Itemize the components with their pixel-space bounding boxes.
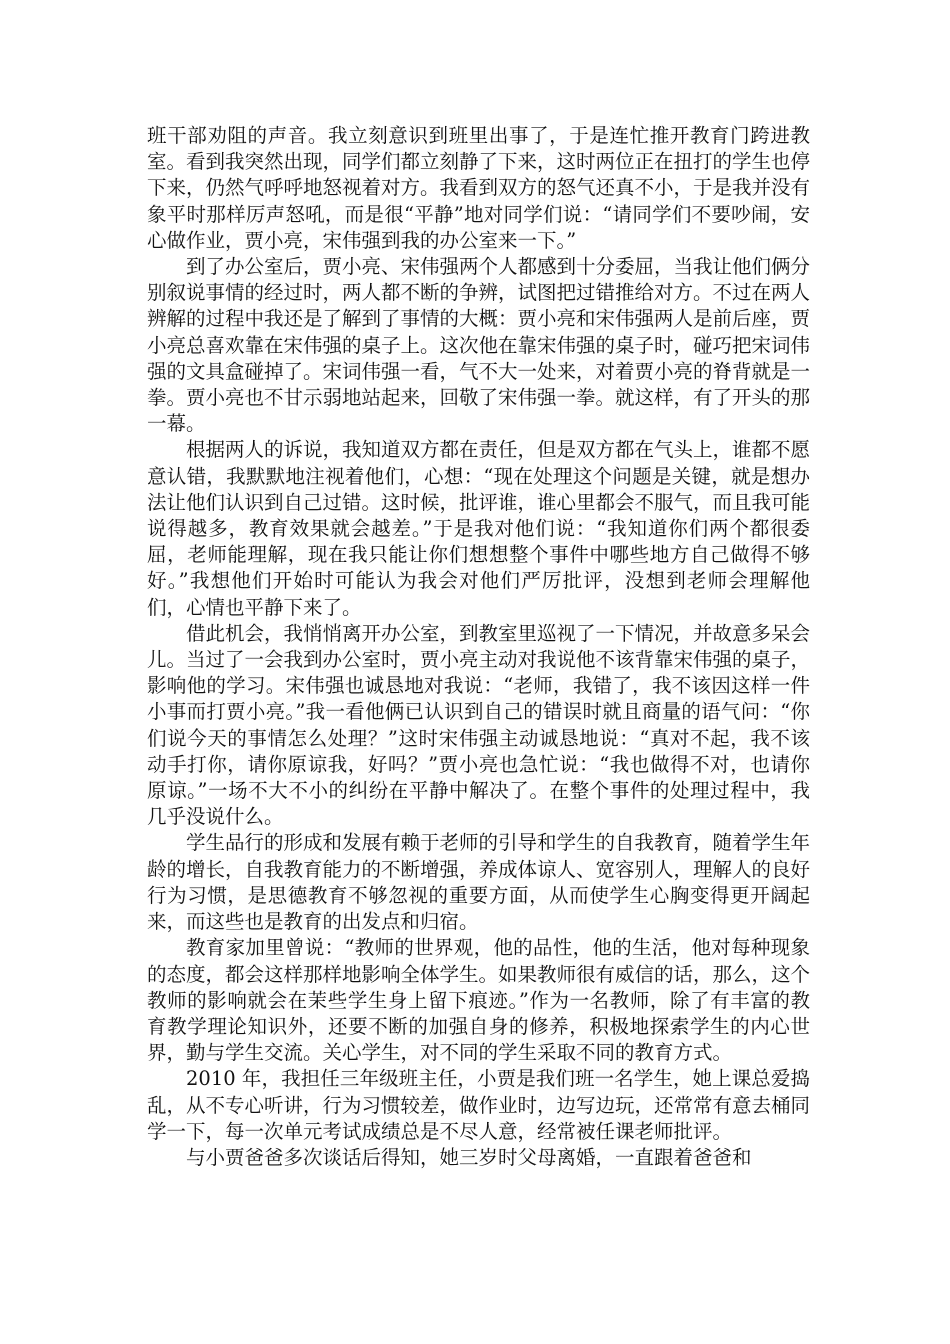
paragraph-6: 教育家加里曾说：“教师的世界观，他的品性，他的生活，他对每种现象的态度，都会这样那样地影响全体学生。如果教师很有威信的话，那么，这个教师的影响就会在茉些学生身上留下痕迹。”作为一名教师，除了有丰富的教育教学理论知识外，还要不断的加强自身的修养，积极地探索学生的内心世界，勤与学生交流。关心学生，对不同的学生采取不同的教育方式。 xyxy=(147,936,811,1065)
paragraph-2: 到了办公室后，贾小亮、宋伟强两个人都感到十分委屈，当我让他们俩分别叙说事情的经过时，两人都不断的争辨，试图把过错推给对方。不过在两人辨解的过程中我还是了解到了事情的大概：贾小亮和宋伟强两人是前后座，贾小亮总喜欢靠在宋伟强的桌子上。这次他在靠宋伟强的桌子时，碰巧把宋词伟强的文具盒碰掉了。宋词伟强一看，气不大一处来，对着贾小亮的脊背就是一拳。贾小亮也不甘示弱地站起来，回敬了宋伟强一拳。就这样，有了开头的那一幕。 xyxy=(147,255,811,436)
paragraph-7: 2010 年，我担任三年级班主任，小贾是我们班一名学生，她上课总爱捣乱，从不专心听讲，行为习惯较差，做作业时，边写边玩，还常常有意去桶同学一下，每一次单元考试成绩总是不尽人意，经常被任课老师批评。 xyxy=(147,1067,811,1143)
document-body xyxy=(147,123,810,1171)
paragraph-3: 根据两人的诉说，我知道双方都在责任，但是双方都在气头上，谁都不愿意认错，我默默地注视着他们，心想：“现在处理这个问题是关键，就是想办法让他们认识到自己过错。这时候，批评谁，谁心里都会不服气，而且我可能说得越多，教育效果就会越差。”于是我对他们说：“我知道你们两个都很委屈，老师能理解，现在我只能让你们想想整个事件中哪些地方自己做得不够好。”我想他们开始时可能认为我会对他们严厉批评，没想到老师会理解他们，心情也平静下来了。 xyxy=(147,438,811,619)
paragraph-8: 与小贾爸爸多次谈话后得知，她三岁时父母离婚，一直跟着爸爸和 xyxy=(186,1145,752,1169)
paragraph-1: 班干部劝阻的声音。我立刻意识到班里出事了，于是连忙推开教育门跨进教室。看到我突然出现，同学们都立刻静了下来，这时两位正在扭打的学生也停下来，仍然气呼呼地怒视着对方。我看到双方的怒气还真不小，于是我并没有象平时那样厉声怒吼，而是很“平静”地对同学们说：“请同学们不要吵闹，安心做作业，贾小亮，宋伟强到我的办公室来一下。” xyxy=(147,124,811,252)
paragraph-5: 学生品行的形成和发展有赖于老师的引导和学生的自我教育，随着学生年龄的增长，自我教育能力的不断增强，养成体谅人、宽容别人，理解人的良好行为习惯，是思德教育不够忽视的重要方面，从而使学生心胸变得更开阔起来，而这些也是教育的出发点和归宿。 xyxy=(147,831,811,934)
paragraph-4: 借此机会，我悄悄离开办公室，到教室里巡视了一下情况，并故意多呆会儿。当过了一会我到办公室时，贾小亮主动对我说他不该背靠宋伟强的桌子，影响他的学习。宋伟强也诚恳地对我说：“老师，我错了，我不该因这样一件小事而打贾小亮。”我一看他俩已认识到自己的错误时就且商量的语气问：“你们说今天的事情怎么处理？”这时宋伟强主动诚恳地说：“真对不起，我不该动手打你，请你原谅我，好吗？”贾小亮也急忙说：“我也做得不对，也请你原谅。”一场不大不小的纠纷在平静中解决了。在整个事件的处理过程中，我几乎没说什么。 xyxy=(147,621,811,829)
